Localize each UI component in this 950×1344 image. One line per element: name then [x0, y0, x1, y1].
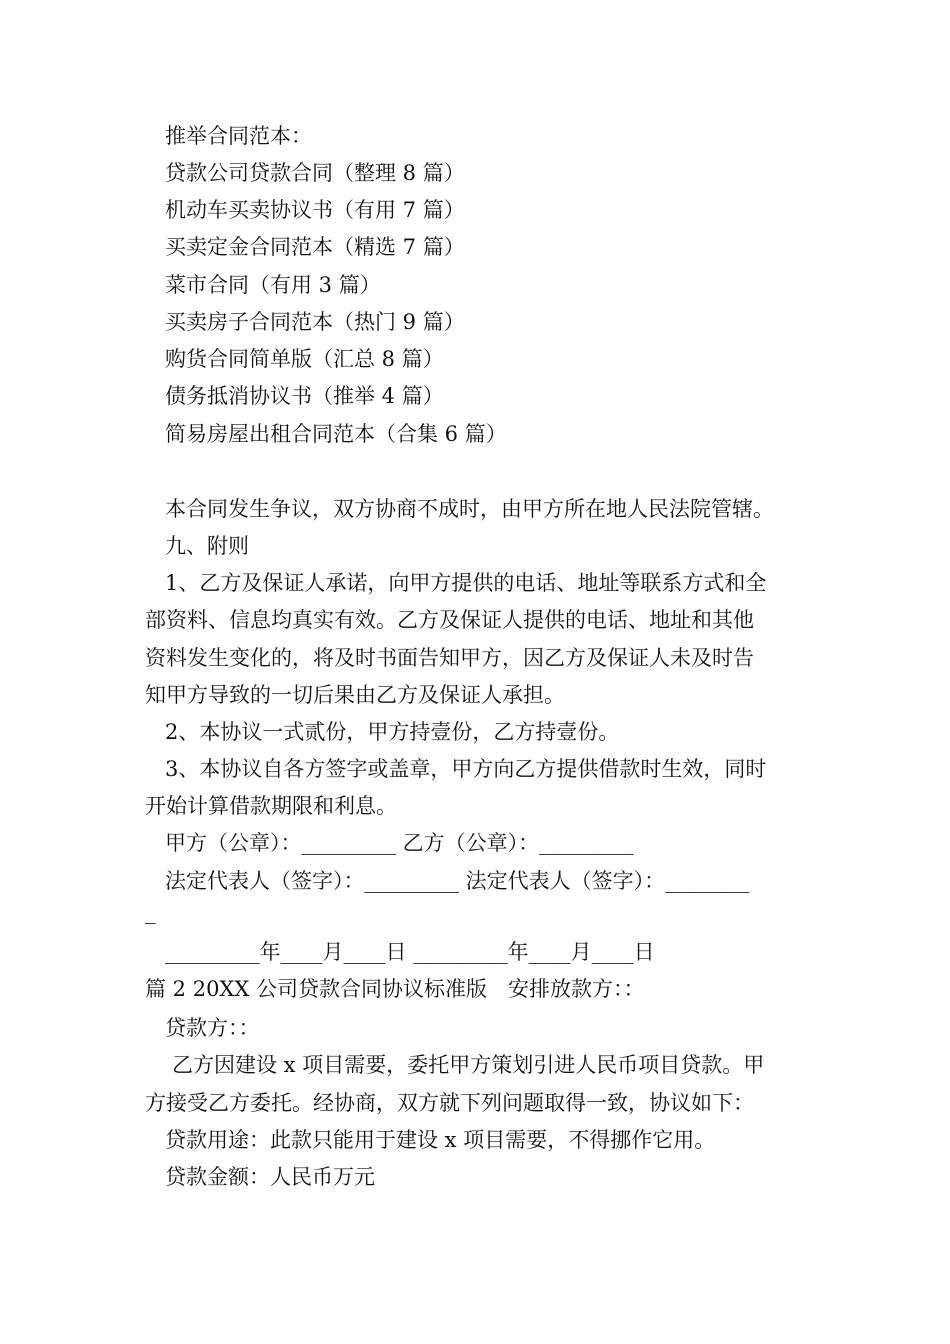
clause-3-cont: 开始计算借款期限和利息。 [145, 794, 397, 818]
signature-representative-wrap: _ [145, 900, 156, 924]
section-heading: 九、附则 [165, 534, 249, 558]
signature-date-line: _________年____月____日 _________年____月____日 [165, 940, 655, 964]
lender-line: 贷款方：： [165, 1016, 260, 1040]
signature-representative-line: 法定代表人（签字）：_________ 法定代表人（签字）：________ [165, 869, 750, 893]
recommend-item[interactable]: 买卖定金合同范本（精选 7 篇） [165, 235, 465, 259]
recommend-item[interactable]: 购货合同简单版（汇总 8 篇） [165, 347, 444, 371]
clause-1: 1、乙方及保证人承诺，向甲方提供的电话、地址等联系方式和全 [165, 571, 767, 595]
recommend-item[interactable]: 买卖房子合同范本（热门 9 篇） [165, 310, 465, 334]
recommend-item[interactable]: 简易房屋出租合同范本（合集 6 篇） [165, 422, 507, 446]
recommend-item[interactable]: 机动车买卖协议书（有用 7 篇） [165, 198, 465, 222]
intro-paragraph-cont: 方接受乙方委托。经协商，双方就下列问题取得一致，协议如下： [145, 1091, 754, 1115]
recommend-heading: 推举合同范本： [165, 124, 312, 148]
dispute-paragraph: 本合同发生争议，双方协商不成时，由甲方所在地人民法院管辖。 [165, 497, 774, 521]
recommend-item[interactable]: 贷款公司贷款合同（整理 8 篇） [165, 161, 465, 185]
intro-paragraph: 乙方因建设 x 项目需要，委托甲方策划引进人民币项目贷款。甲 [172, 1053, 765, 1077]
clause-1-cont: 部资料、信息均真实有效。乙方及保证人提供的电话、地址和其他 [145, 608, 754, 632]
clause-1-cont: 知甲方导致的一切后果由乙方及保证人承担。 [145, 683, 565, 707]
article-title: 篇 2 20XX 公司贷款合同协议标准版 安排放款方：： [145, 977, 645, 1001]
loan-amount: 贷款金额：人民币万元 [165, 1165, 375, 1189]
clause-3: 3、本协议自各方签字或盖章，甲方向乙方提供借款时生效，同时 [165, 757, 767, 781]
signature-party-line: 甲方（公章）：_________ 乙方（公章）：_________ [165, 831, 634, 855]
loan-purpose: 贷款用途：此款只能用于建设 x 项目需要，不得挪作它用。 [165, 1128, 716, 1152]
recommend-item[interactable]: 债务抵消协议书（推举 4 篇） [165, 384, 444, 408]
clause-2: 2、本协议一式贰份，甲方持壹份，乙方持壹份。 [165, 720, 620, 744]
clause-1-cont: 资料发生变化的，将及时书面告知甲方，因乙方及保证人未及时告 [145, 646, 754, 670]
recommend-item[interactable]: 菜市合同（有用 3 篇） [165, 273, 381, 297]
